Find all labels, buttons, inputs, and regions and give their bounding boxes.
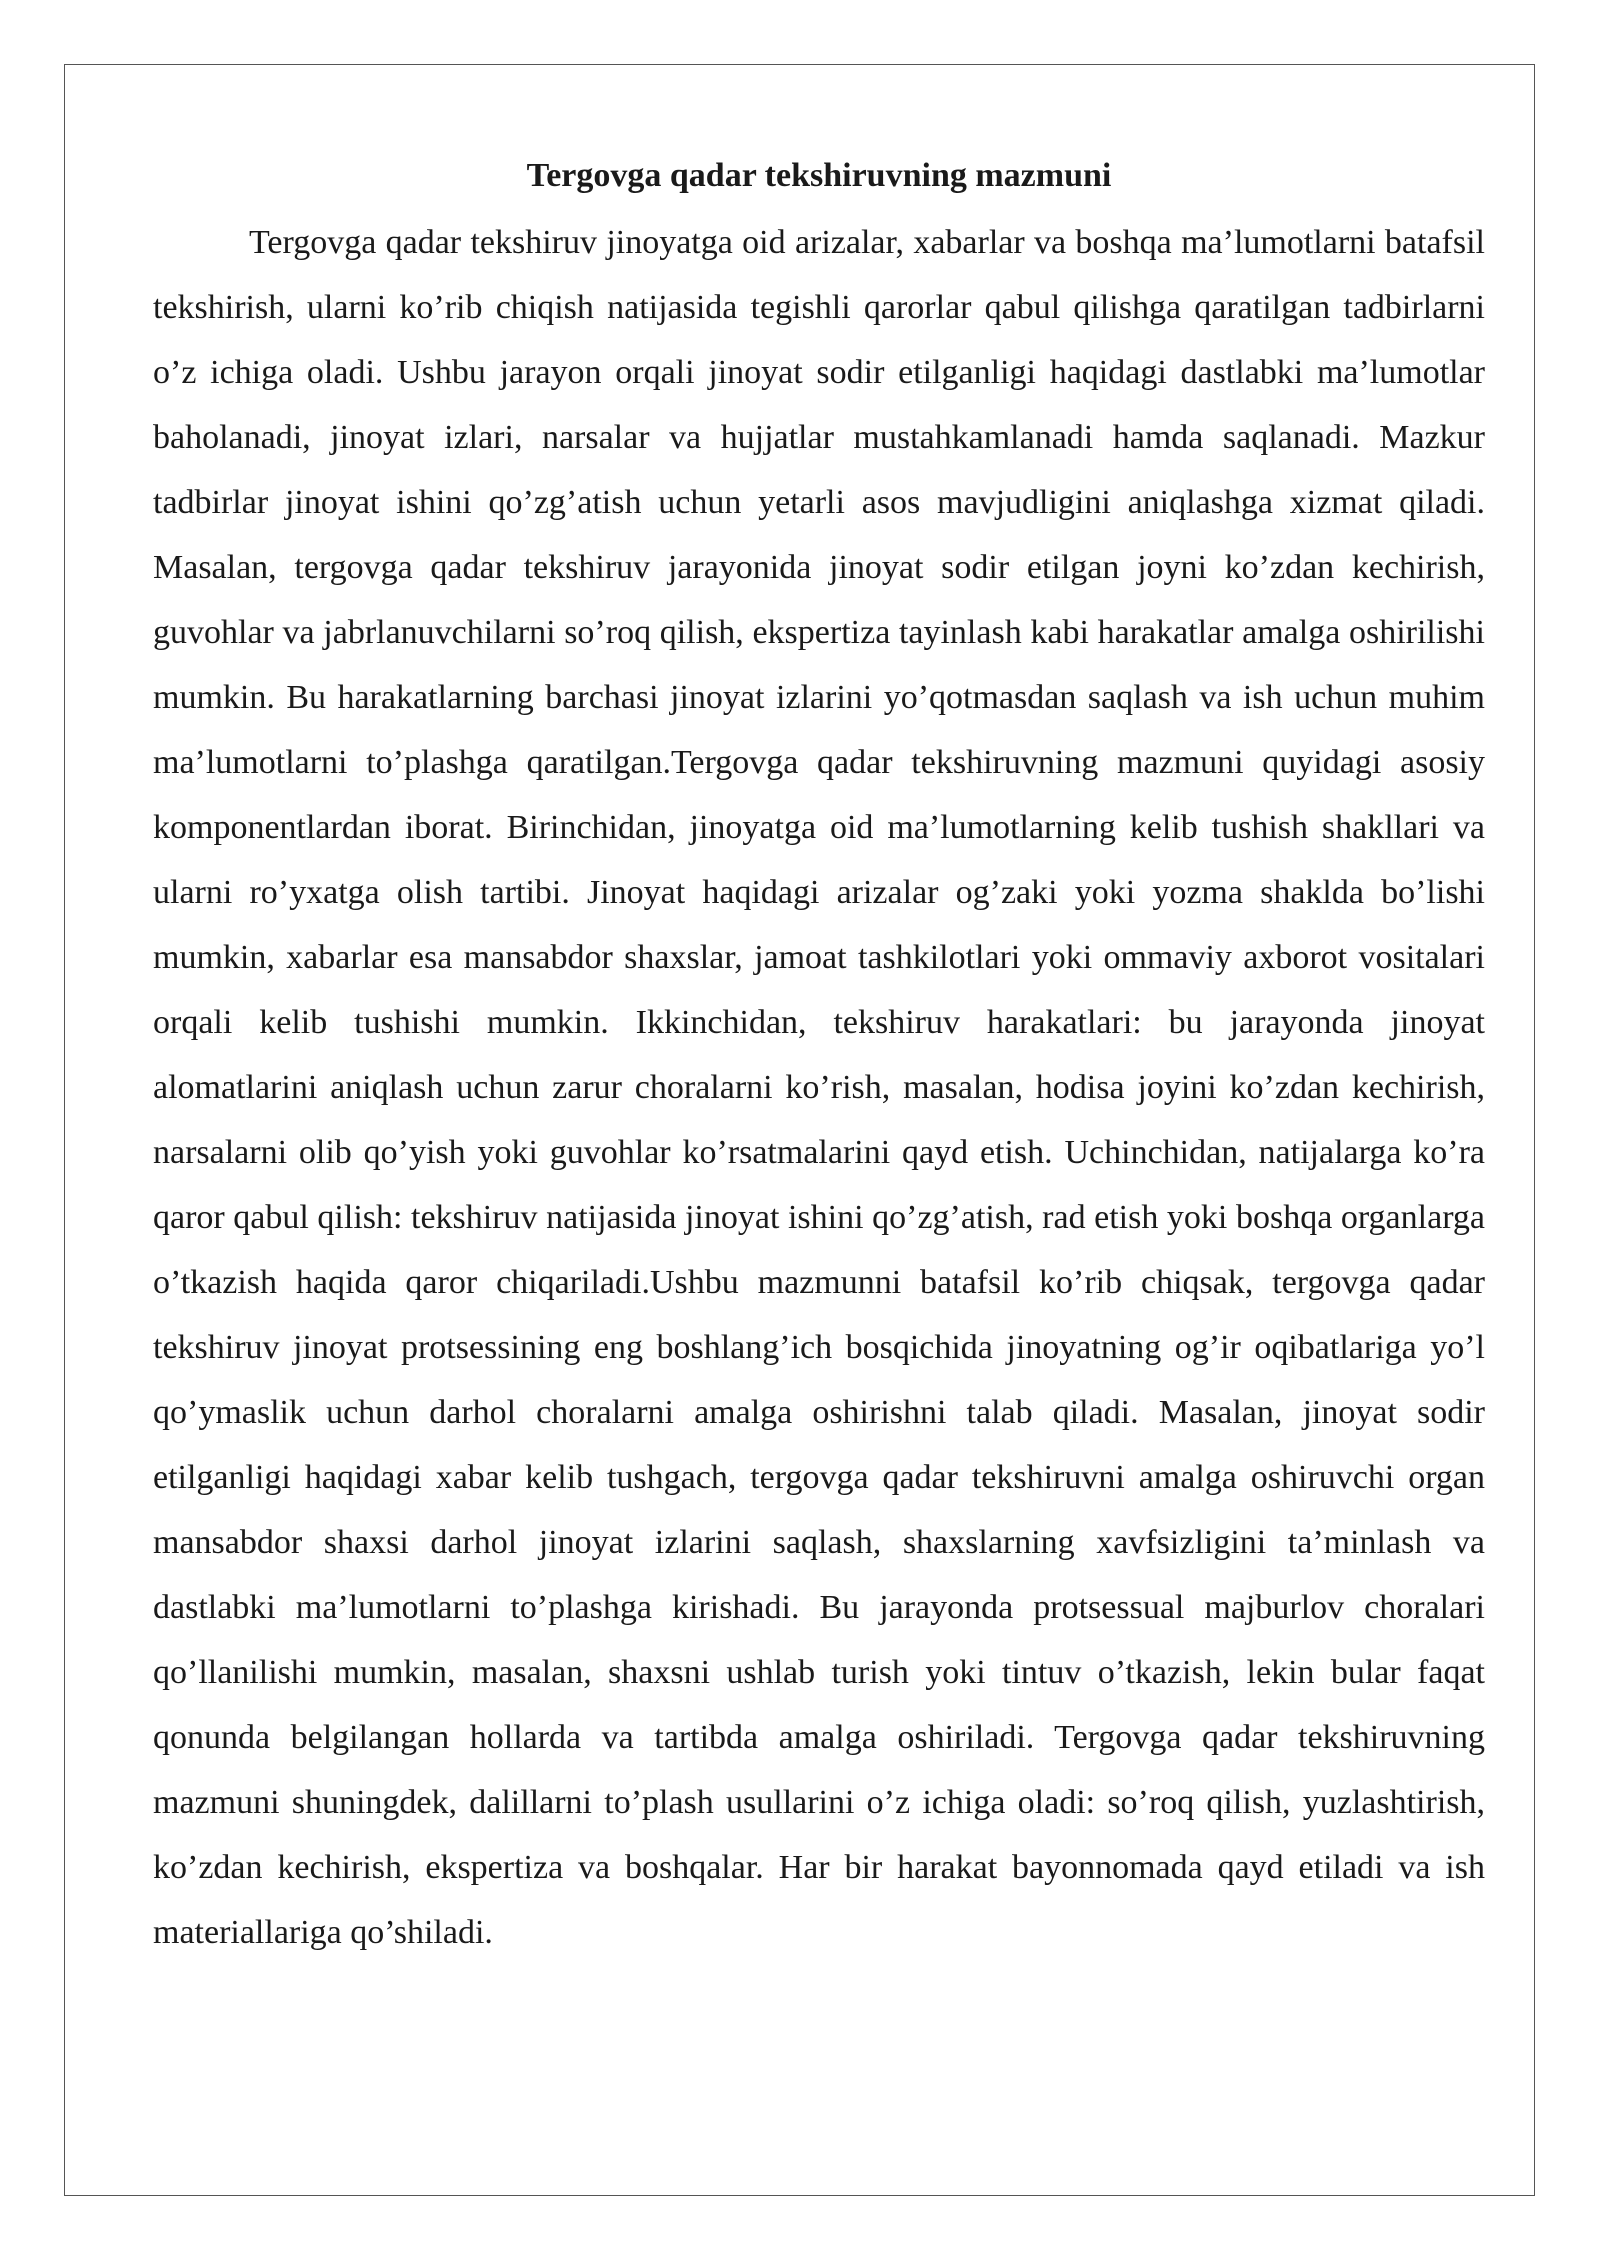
document-body-paragraph: Tergovga qadar tekshiruv jinoyatga oid arizalar, xabarlar va boshqa ma’lumotlarni batafsil tekshirish, ularni ko’rib chiqish natijasida tegishli qarorlar qabul qilishga qaratilgan tadbirlarni o’z ichiga oladi. Ushbu jarayon orqali jinoyat sodir etilganligi haqidagi dastlabki ma’lumotlar baholanadi, jinoyat izlari, narsalar va hujjatlar mustahkamlanadi hamda saqlanadi. Mazkur tadbirlar jinoyat ishini qo’zg’atish uchun yetarli asos mavjudligini aniqlashga xizmat qiladi. Masalan, tergovga qadar tekshiruv jarayonida jinoyat sodir etilgan joyni ko’zdan kechirish, guvohlar va jabrlanuvchilarni so’roq qilish, ekspertiza tayinlash kabi harakatlar amalga oshirilishi mumkin. Bu harakatlarning barchasi jinoyat izlarini yo’qotmasdan saqlash va ish uchun muhim ma’lumotlarni to’plashga qaratilgan.Tergovga qadar tekshiruvning mazmuni quyidagi asosiy komponentlardan iborat. Birinchidan, jinoyatga oid ma’lumotlarning kelib tushish shakllari va ularni ro’yxatga olish tartibi. Jinoyat haqidagi arizalar og’zaki yoki yozma shaklda bo’lishi mumkin, xabarlar esa mansabdor shaxslar, jamoat tashkilotlari yoki ommaviy axborot vositalari orqali kelib tushishi mumkin. Ikkinchidan, tekshiruv harakatlari: bu jarayonda jinoyat alomatlarini aniqlash uchun zarur choralarni ko’rish, masalan, hodisa joyini ko’zdan kechirish, narsalarni olib qo’yish yoki guvohlar ko’rsatmalarini qayd etish. Uchinchidan, natijalarga ko’ra qaror qabul qilish: tekshiruv natijasida jinoyat ishini qo’zg’atish, rad etish yoki boshqa organlarga o’tkazish haqida qaror chiqariladi.Ushbu mazmunni batafsil ko’rib chiqsak, tergovga qadar tekshiruv jinoyat protsessining eng boshlang’ich bosqichida jinoyatning og’ir oqibatlariga yo’l qo’ymaslik uchun darhol choralarni amalga oshirishni talab qiladi. Masalan, jinoyat sodir etilganligi haqidagi xabar kelib tushgach, tergovga qadar tekshiruvni amalga oshiruvchi organ mansabdor shaxsi darhol jinoyat izlarini saqlash, shaxslarning xavfsizligini ta’minlash va dastlabki ma’lumotlarni to’plashga kirishadi. Bu jarayonda protsessual majburlov choralari qo’llanilishi mumkin, masalan, shaxsni ushlab turish yoki tintuv o’tkazish, lekin bular faqat qonunda belgilangan hollarda va tartibda amalga oshiriladi. Tergovga qadar tekshiruvning mazmuni shuningdek, dalillarni to’plash usullarini o’z ichiga oladi: so’roq qilish, yuzlashtirish, ko’zdan kechirish, ekspertiza va boshqalar. Har bir harakat bayonnomada qayd etiladi va ish materiallariga qo’shiladi.: [153, 224, 1485, 1951]
document-title: Tergovga qadar tekshiruvning mazmuni: [526, 157, 1112, 194]
